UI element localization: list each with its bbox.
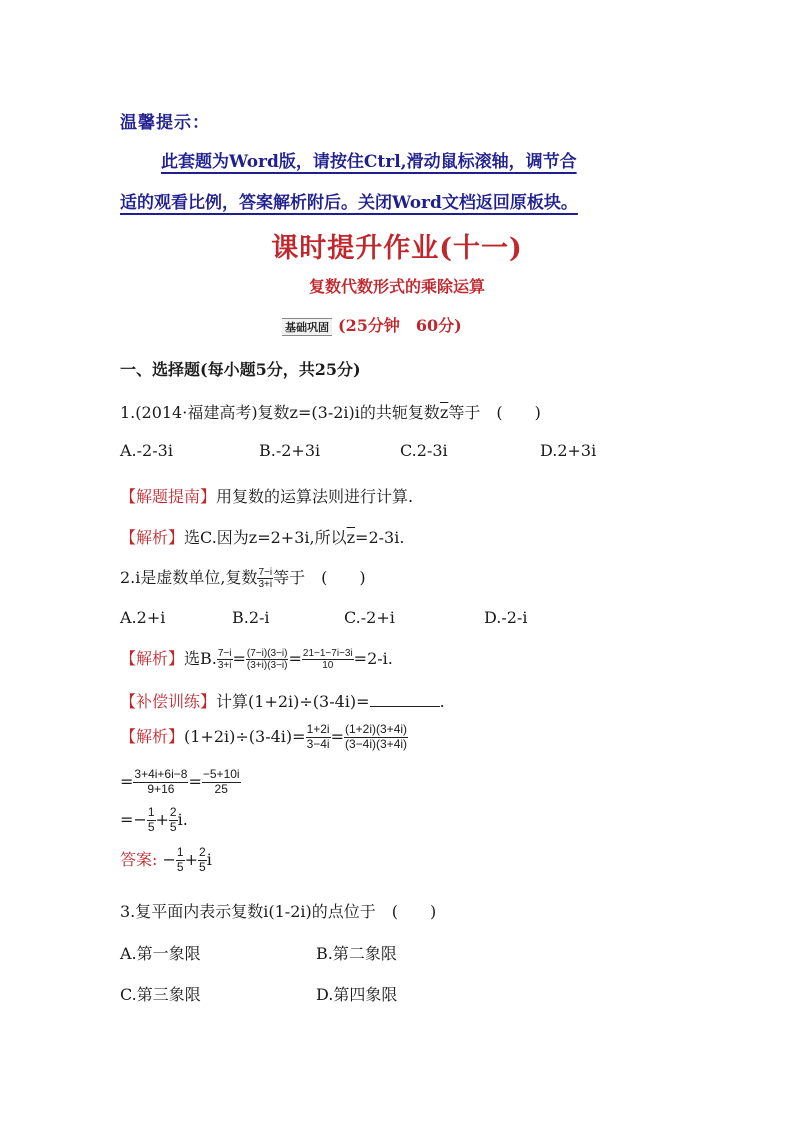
comp-frac-3 xyxy=(133,768,188,797)
comp-frac-2 xyxy=(344,723,408,752)
comp-text: 计算(1+2i)÷(3-4i)= xyxy=(216,692,370,711)
comp-analysis-a: (1+2i)÷(3-4i)= xyxy=(184,726,306,746)
q1-zbar: $\overline{z}$ xyxy=(439,403,449,422)
comp-g1-num: 1+2i xyxy=(306,722,330,736)
q2-analysis: 【解析】选B. $\frac{7-i}{3+i}$ = $\frac{(7-i)(3-i)}{(3+i)(3-i)}$ = $\frac{21-1-7i-3i}{10}$ =2-i. xyxy=(120,647,393,671)
comp-analysis-line1: 【解析】(1+2i)÷(3-4i)= $\frac{1+2i}{3-4i}$ = $\frac{(1+2i)(3+4i)}{(3-4i)(3+4i)}$ xyxy=(120,722,408,751)
comp-label: 【补偿训练】 xyxy=(120,692,217,711)
q3-option-d: D.第四象限 xyxy=(316,985,398,1004)
q1-hint xyxy=(120,484,413,507)
q1-option-a: A.-2-3i xyxy=(120,441,173,460)
q2-frac-1 xyxy=(217,648,233,672)
tip-line-1: 此套题为Word版，请按住Ctrl,滑动鼠标滚轴，调节合 xyxy=(161,152,577,172)
q3-option-b: B.第二象限 xyxy=(316,944,397,963)
q1-stem xyxy=(120,400,541,423)
comp-g3-num: 3+4i+6i−8 xyxy=(134,767,188,781)
basic-consolidation-row xyxy=(282,313,462,336)
q2-stem-a: 2.i是虚数单位,复数 xyxy=(120,568,258,587)
comp-analysis-line2: = $\frac{3+4i+6i-8}{9+16}$ = $\frac{-5+10i}{25}$ xyxy=(120,767,240,796)
q2-analysis-a: 选B. xyxy=(184,649,217,668)
comp-question xyxy=(120,689,445,712)
q2-frac-num: 7−i xyxy=(258,566,273,578)
q1-hint-label: 【解题提南】 xyxy=(120,487,217,506)
comp-g2-num: (1+2i)(3+4i) xyxy=(345,722,408,736)
comp-blank xyxy=(370,692,440,707)
comp-k2-den: 5 xyxy=(199,859,206,874)
comp-frac-7 xyxy=(176,846,185,875)
comp-h1-den: 5 xyxy=(147,819,155,834)
q1-option-c: C.2-3i xyxy=(400,441,448,460)
q2-frac-2 xyxy=(246,648,289,672)
q2-f3-den: 10 xyxy=(322,660,334,671)
comp-k2-num: 2 xyxy=(199,845,206,859)
comp-k1-den: 5 xyxy=(176,859,184,874)
q2-stem-b: 等于 ( ) xyxy=(273,568,366,587)
q1-stem-b: 等于 ( ) xyxy=(448,403,541,422)
comp-analysis-line3: =− $\frac{1}{5}$ + $\frac{2}{5}$ i. xyxy=(120,805,188,834)
q2-option-d: D.-2-i xyxy=(484,608,528,627)
q1-analysis-zbar: $\overline{z}$ xyxy=(346,528,356,547)
tip-title: 温馨提示： xyxy=(120,113,210,133)
comp-g4-num: −5+10i xyxy=(202,767,240,781)
comp-k1-num: 1 xyxy=(176,845,184,859)
q2-f2-den: (3+i)(3−i) xyxy=(246,660,288,671)
q3-stem: 3.复平面内表示复数i(1-2i)的点位于 ( ) xyxy=(120,902,437,921)
q2-frac-den: 3+i xyxy=(258,579,273,590)
q1-hint-text: 用复数的运算法则进行计算. xyxy=(216,487,414,506)
comp-g1-den: 3−4i xyxy=(306,736,330,751)
comp-h2-num: 2 xyxy=(169,805,177,819)
q2-f1-num: 7−i xyxy=(217,647,232,659)
q2-f3-num: 21−1−7i−3i xyxy=(302,647,353,659)
comp-answer: 答案: − $\frac{1}{5}$ + $\frac{2}{5}$ i xyxy=(120,845,212,874)
comp-answer-label: 答案: xyxy=(120,849,158,869)
comp-frac-8 xyxy=(198,846,207,875)
q2-option-c: C.-2+i xyxy=(344,608,395,627)
comp-g4-den: 25 xyxy=(214,781,228,796)
q2-option-b: B.2-i xyxy=(232,608,270,627)
q2-fraction xyxy=(257,567,273,591)
section-title: 一、选择题(每小题5分，共25分) xyxy=(120,360,361,379)
q2-option-a: A.2+i xyxy=(120,608,166,627)
comp-analysis-label: 【解析】 xyxy=(120,726,185,746)
q2-f1-den: 3+i xyxy=(217,660,232,671)
time-score: (25分钟 60分) xyxy=(338,316,462,335)
comp-g2-den: (3−4i)(3+4i) xyxy=(345,736,408,751)
tip-line-2: 适的观看比例，答案解析附后。关闭Word文档返回原板块。 xyxy=(120,193,578,213)
page-title: 课时提升作业(十一) xyxy=(271,233,523,264)
comp-frac-1 xyxy=(306,723,331,752)
comp-end: . xyxy=(439,692,445,711)
basic-badge: 基础巩固 xyxy=(282,318,332,336)
q2-f2-num: (7−i)(3−i) xyxy=(246,647,288,659)
q3-option-a: A.第一象限 xyxy=(120,944,201,963)
q1-analysis-b: =2-3i. xyxy=(355,528,405,547)
q2-stem xyxy=(120,565,366,591)
comp-g3-den: 9+16 xyxy=(147,781,175,796)
q1-analysis-label: 【解析】 xyxy=(120,528,185,547)
comp-frac-5 xyxy=(147,806,156,835)
comp-frac-6 xyxy=(169,806,178,835)
q3-option-c: C.第三象限 xyxy=(120,985,201,1004)
comp-h2-den: 5 xyxy=(169,819,177,834)
comp-h1-num: 1 xyxy=(147,805,155,819)
q2-analysis-b: =2-i. xyxy=(353,649,393,668)
page-subtitle: 复数代数形式的乘除运算 xyxy=(308,277,485,296)
q2-analysis-label: 【解析】 xyxy=(120,649,185,668)
comp-line3-end: i. xyxy=(177,809,188,829)
q1-analysis xyxy=(120,525,404,548)
q1-analysis-a: 选C.因为z=2+3i,所以 xyxy=(184,528,347,547)
q1-option-b: B.-2+3i xyxy=(259,441,321,460)
comp-frac-4 xyxy=(202,768,241,797)
comp-answer-end: i xyxy=(206,849,212,869)
q1-stem-a: 1.(2014·福建高考)复数z=(3-2i)i的共轭复数 xyxy=(120,403,440,422)
q2-frac-3 xyxy=(302,648,354,672)
q1-option-d: D.2+3i xyxy=(540,441,597,460)
